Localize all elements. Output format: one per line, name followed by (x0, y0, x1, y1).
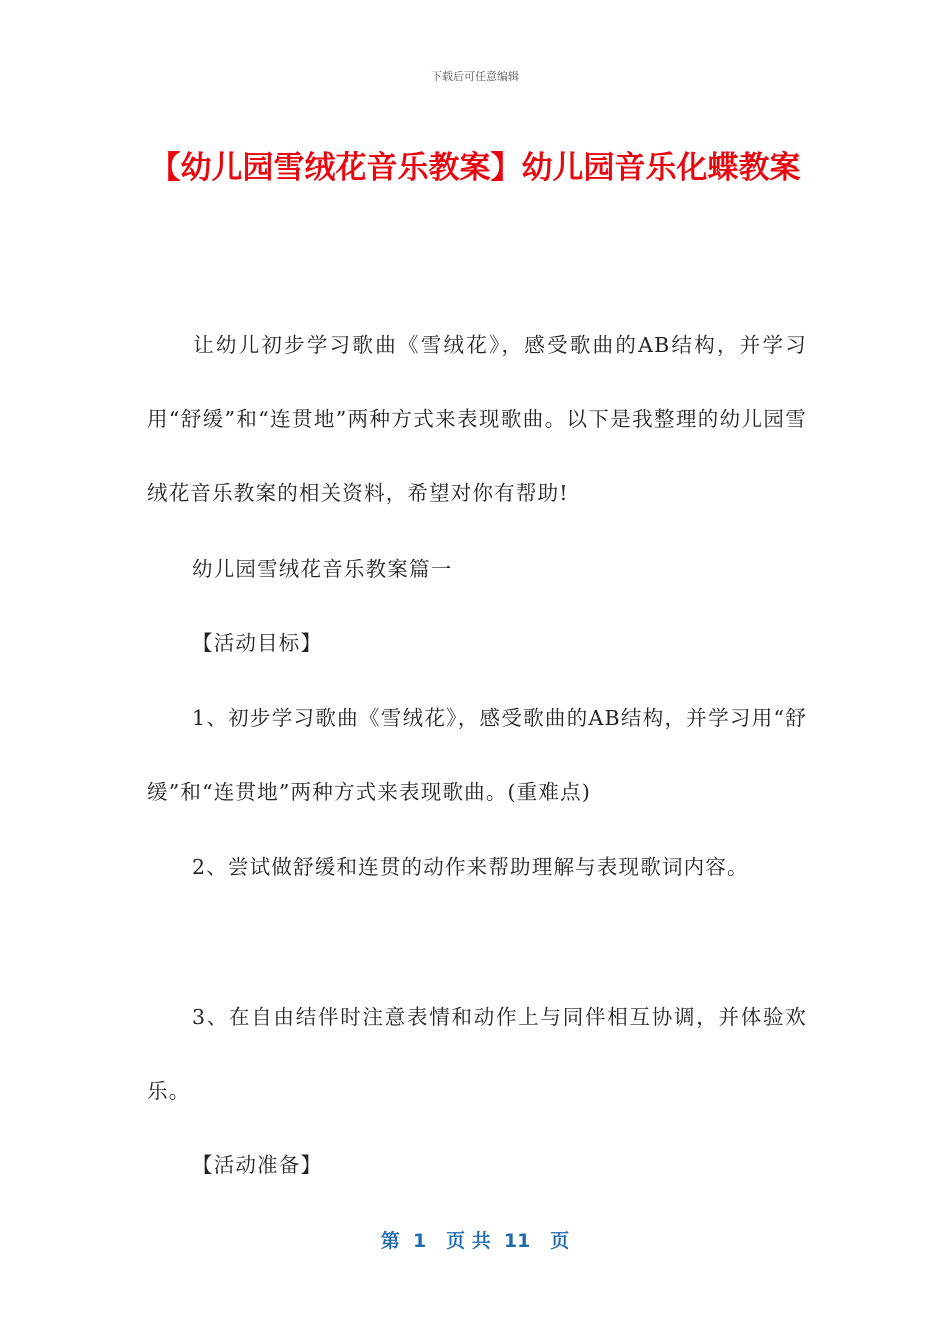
page-footer: 第 1 页 共 11 页 (380, 1230, 570, 1252)
paragraph-text: 幼儿园雪绒花音乐教案篇一 (192, 557, 453, 581)
document-title: 【幼儿园雪绒花音乐教案】幼儿园音乐化蝶教案 (149, 150, 801, 186)
paragraph-text: 【活动准备】 (192, 1153, 323, 1177)
paragraph-activity-goals (147, 606, 807, 680)
paragraph-section-heading (147, 532, 807, 606)
paragraph-goal-3 (147, 980, 807, 1128)
header-note: 下载后可任意编辑 (431, 70, 519, 83)
paragraph-text: 【活动目标】 (192, 631, 323, 655)
paragraph-intro (147, 308, 807, 530)
paragraph-text: 1、初步学习歌曲《雪绒花》，感受歌曲的AB结构，并学习用“舒缓”和“连贯地”两种方式来表现歌曲。(重难点) (147, 706, 807, 804)
paragraph-text: 让幼儿初步学习歌曲《雪绒花》，感受歌曲的AB结构，并学习用“舒缓”和“连贯地”两种方式来表现歌曲。以下是我整理的幼儿园雪绒花音乐教案的相关资料，希望对你有帮助! (147, 333, 807, 505)
paragraph-goal-2 (147, 830, 807, 904)
paragraph-text: 2、尝试做舒缓和连贯的动作来帮助理解与表现歌词内容。 (192, 855, 749, 879)
paragraph-goal-1 (147, 681, 807, 829)
paragraph-activity-prep (147, 1128, 807, 1202)
paragraph-text: 3、在自由结伴时注意表情和动作上与同伴相互协调，并体验欢乐。 (147, 1005, 807, 1103)
